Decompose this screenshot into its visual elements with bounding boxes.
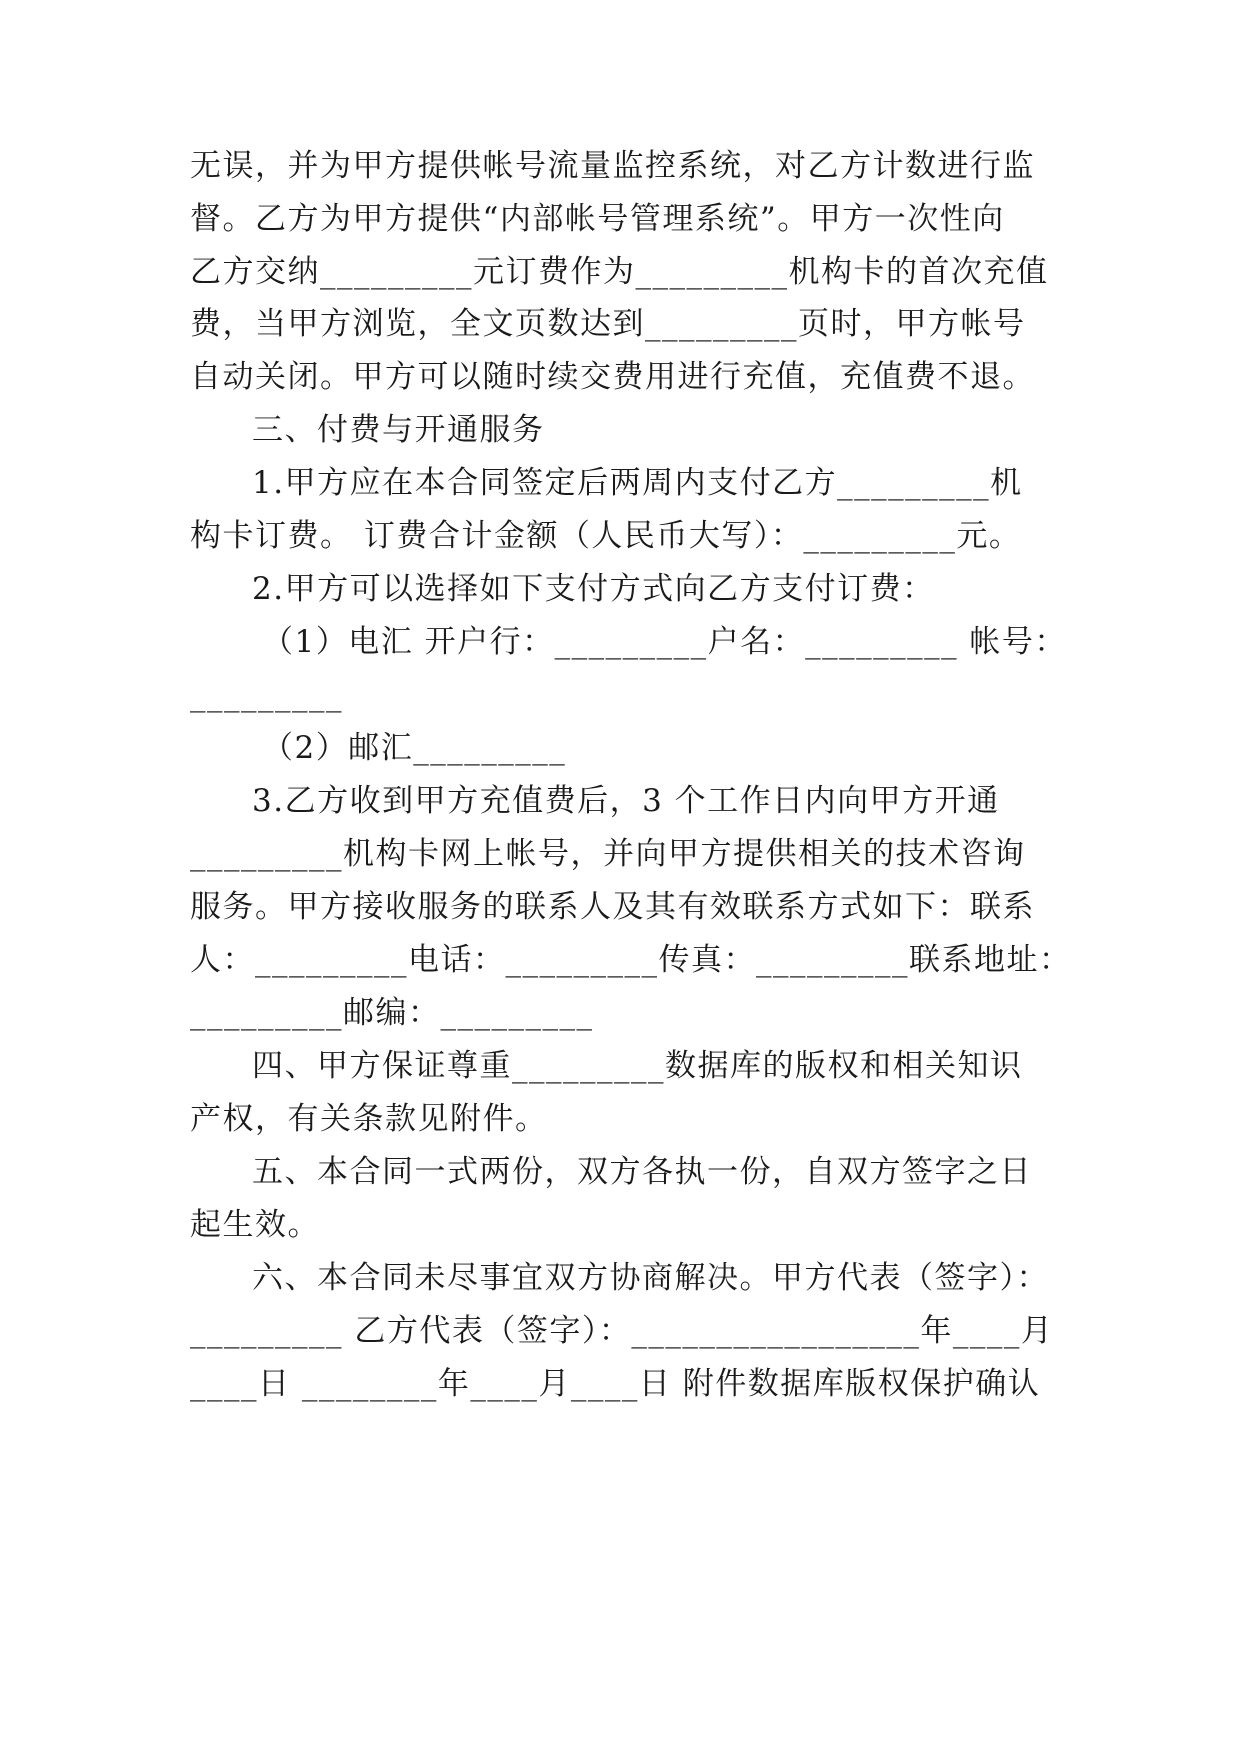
text-line: 产权，有关条款见附件。 <box>190 1101 548 1137</box>
text-line: _________ 乙方代表（签字）：_________________年____月 <box>190 1313 1054 1349</box>
text-line: 3.乙方收到甲方充值费后，3 个工作日内向甲方开通 <box>252 783 1000 819</box>
text-line: 费，当甲方浏览，全文页数达到_________页时，甲方帐号 <box>190 306 1026 342</box>
section-heading: 四、甲方保证尊重_________数据库的版权和相关知识 <box>252 1048 1023 1084</box>
text-line: _________机构卡网上帐号，并向甲方提供相关的技术咨询 <box>190 836 1026 872</box>
text-line: （2）邮汇_________ <box>262 730 567 766</box>
text-line: 自动关闭。甲方可以随时续交费用进行充值，充值费不退。 <box>190 359 1035 395</box>
text-line: 2.甲方可以选择如下支付方式向乙方支付订费： <box>252 571 935 607</box>
text-line: _________ <box>190 677 343 713</box>
text-line: 服务。甲方接收服务的联系人及其有效联系方式如下：联系 <box>190 889 1035 925</box>
text-line: 起生效。 <box>190 1207 320 1243</box>
text-line: _________邮编：_________ <box>190 995 594 1031</box>
section-heading: 六、本合同未尽事宜双方协商解决。甲方代表（签字）： <box>252 1260 1049 1296</box>
text-line: ____日 ________年____月____日 附件数据库版权保护确认 <box>190 1366 1041 1402</box>
text-line: 乙方交纳_________元订费作为_________机构卡的首次充值 <box>190 254 1049 290</box>
text-line: 督。乙方为甲方提供“内部帐号管理系统”。甲方一次性向 <box>190 201 1005 237</box>
section-heading: 三、付费与开通服务 <box>252 412 545 448</box>
section-heading: 五、本合同一式两份，双方各执一份，自双方签字之日 <box>252 1154 1032 1190</box>
text-line: 人：_________电话：_________传真：_________联系地址： <box>190 942 1072 978</box>
text-line: 构卡订费。 订费合计金额（人民币大写）：_________元。 <box>190 518 1022 554</box>
text-line: 无误，并为甲方提供帐号流量监控系统，对乙方计数进行监 <box>190 148 1035 184</box>
text-line: （1）电汇 开户行：_________户名：_________ 帐号： <box>262 624 1067 660</box>
text-line: 1.甲方应在本合同签定后两周内支付乙方_________机 <box>252 465 1023 501</box>
